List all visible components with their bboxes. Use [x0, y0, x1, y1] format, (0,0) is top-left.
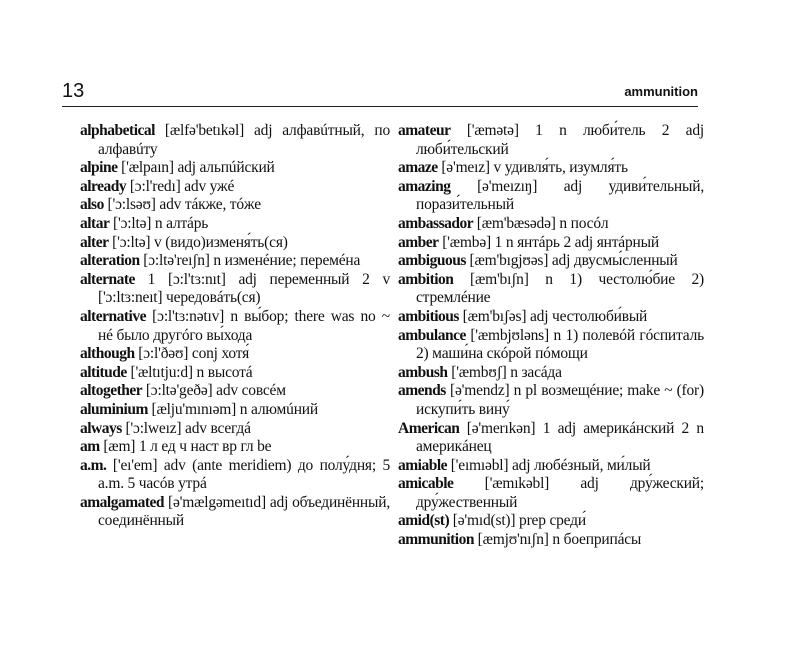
- left-column: [80, 122, 390, 531]
- page-number: 13: [62, 80, 85, 102]
- entry-definition: [ɔ:l'tɜ:nətıv] n вы́бор; there was no ~ нé было другóго вы́хода: [98, 307, 390, 344]
- entry-headword: amiable: [398, 456, 448, 474]
- entry-definition: [æm] 1 л ед ч наст вр гл be: [99, 438, 272, 456]
- entry-definition: [ɔ:ltə'reıʃn] n изменéние; перемéна: [139, 252, 361, 270]
- entry-headword: ambiguous: [398, 252, 466, 270]
- entry-definition: [ə'mıd(st)] prep среди́: [449, 512, 586, 530]
- entry-definition: ['æmbjʊləns] n 1) полевóй гóспиталь 2) маши́на скóрой пóмощи: [416, 326, 704, 363]
- entry-headword: ambulance: [398, 326, 466, 344]
- dictionary-entry: [80, 345, 390, 364]
- dictionary-entry: [398, 252, 704, 271]
- entry-definition: [ə'mælgəmeıtıd] adj объединённый, соединённый: [98, 493, 390, 530]
- dictionary-entry: [398, 364, 704, 383]
- dictionary-entry: [80, 420, 390, 439]
- dictionary-entry: [80, 382, 390, 401]
- entry-definition: [ə'mendz] n pl возмещéние; make ~ (for) искупи́ть вину́: [416, 382, 704, 418]
- dictionary-entry: [80, 234, 390, 253]
- entry-headword: amid(st): [398, 512, 450, 530]
- entry-definition: ['æmbə] 1 n янтáрь 2 adj янтáрный: [438, 233, 659, 251]
- dictionary-entry: [80, 122, 390, 159]
- entry-headword: ambassador: [398, 214, 474, 232]
- entry-headword: altogether: [80, 382, 143, 400]
- dictionary-entry: [80, 457, 390, 494]
- entry-headword: altar: [80, 214, 110, 232]
- dictionary-entry: [398, 382, 704, 419]
- entry-headword: amaze: [398, 159, 438, 177]
- entry-definition: [æm'bıgjʊəs] adj двусмы́сленный: [465, 252, 678, 270]
- running-head: ammunition: [624, 84, 698, 99]
- dictionary-entry: [80, 271, 390, 308]
- entry-headword: also: [80, 196, 104, 214]
- dictionary-entry: [398, 178, 704, 215]
- entry-definition: ['ɔ:lsəʊ] adv тáкже, тóже: [103, 196, 261, 214]
- entry-definition: [ælju'mınıəm] n алюмúний: [147, 400, 318, 418]
- entry-headword: ammunition: [398, 531, 474, 549]
- entry-definition: ['ɔ:ltə] n алтáрь: [109, 214, 209, 232]
- entry-definition: ['æmıkəbl] adj дру́жеский; дру́жественный: [416, 475, 704, 511]
- dictionary-entry: [398, 475, 704, 512]
- entry-headword: amazing: [398, 177, 451, 195]
- dictionary-entry: [80, 252, 390, 271]
- entry-definition: [ə'meız] v удивля́ть, изумля́ть: [437, 159, 628, 177]
- entry-definition: ['eımıəbl] adj любéзный, ми́лый: [447, 456, 651, 474]
- page-header: [62, 80, 698, 104]
- entry-definition: ['æmətə] 1 n люби́тель 2 adj люби́тельский: [416, 122, 704, 158]
- entry-headword: altitude: [80, 363, 127, 381]
- entry-headword: amicable: [398, 475, 454, 493]
- right-column: [398, 122, 704, 550]
- dictionary-entry: [398, 457, 704, 476]
- entry-headword: alter: [80, 233, 109, 251]
- dictionary-entry: [80, 196, 390, 215]
- dictionary-entry: [80, 494, 390, 531]
- entry-headword: alphabetical: [80, 122, 155, 139]
- dictionary-entry: [80, 215, 390, 234]
- entry-definition: [ɔ:l'ðəʊ] conj хотя́: [134, 345, 250, 363]
- header-rule: [62, 106, 698, 107]
- dictionary-entry: [398, 271, 704, 308]
- dictionary-entry: [80, 401, 390, 420]
- entry-headword: alternate: [80, 270, 135, 288]
- entry-definition: [ə'meızıŋ] adj удиви́тельный, порази́тельный: [416, 177, 704, 214]
- entry-headword: am: [80, 438, 100, 456]
- dictionary-entry: [398, 159, 704, 178]
- dictionary-entry: [398, 512, 704, 531]
- entry-headword: always: [80, 419, 122, 437]
- dictionary-entry: [398, 122, 704, 159]
- entry-definition: ['ɔ:lweız] adv всегдá: [121, 419, 251, 437]
- dictionary-entry: [398, 531, 704, 550]
- entry-definition: [æmjʊ'nıʃn] n боеприпáсы: [473, 531, 642, 549]
- entry-definition: ['ælpaın] adj альпúйский: [117, 159, 275, 177]
- entry-headword: amateur: [398, 122, 451, 139]
- entry-headword: already: [80, 177, 127, 195]
- entry-definition: [æm'bıʃəs] adj честолюби́вый: [458, 307, 648, 325]
- entry-headword: although: [80, 345, 135, 363]
- entry-definition: 1 [ɔ:l'tɜ:nıt] adj переменный 2 v ['ɔ:ltɜ:neıt] чередовáть(ся): [98, 270, 390, 307]
- dictionary-entry: [398, 327, 704, 364]
- dictionary-entry: [80, 159, 390, 178]
- entry-headword: amalgamated: [80, 493, 165, 511]
- entry-definition: [ɔ:l'redı] adv ужé: [126, 177, 235, 195]
- dictionary-entry: [398, 234, 704, 253]
- dictionary-entry: [80, 438, 390, 457]
- entry-definition: [æm'bæsədə] n посóл: [473, 214, 609, 232]
- dictionary-entry: [80, 308, 390, 345]
- entry-headword: amends: [398, 382, 446, 400]
- entry-headword: alternative: [80, 307, 146, 325]
- dictionary-entry: [80, 178, 390, 197]
- entry-definition: [ə'merıkən] 1 adj америкáнский 2 n америкáнец: [416, 419, 704, 456]
- entry-headword: aluminium: [80, 400, 148, 418]
- dictionary-entry: [398, 308, 704, 327]
- entry-headword: ambition: [398, 270, 454, 288]
- dictionary-entry: [398, 420, 704, 457]
- entry-definition: [æm'bıʃn] n 1) честолю́бие 2) стремлéние: [416, 270, 704, 307]
- entry-headword: American: [398, 419, 460, 437]
- entry-definition: [ɔ:ltə'geðə] adv совсéм: [142, 382, 286, 400]
- dictionary-entry: [80, 364, 390, 383]
- entry-headword: alpine: [80, 159, 118, 177]
- entry-definition: ['eı'em] adv (ante meridiem) до полу́дня; 5 a.m. 5 часóв утрá: [98, 456, 390, 493]
- entry-headword: ambitious: [398, 307, 459, 325]
- entry-definition: ['æmbʊʃ] n засáда: [447, 363, 562, 381]
- dictionary-entry: [398, 215, 704, 234]
- entry-headword: amber: [398, 233, 439, 251]
- entry-definition: ['ɔ:ltə] v (видо)изменя́ть(ся): [108, 233, 288, 251]
- entry-headword: ambush: [398, 363, 448, 381]
- entry-headword: a.m.: [80, 456, 107, 474]
- entry-definition: [ælfə'betıkəl] adj алфавúтный, по алфавúту: [98, 122, 390, 158]
- entry-headword: alteration: [80, 252, 140, 270]
- entry-definition: ['æltıtju:d] n высотá: [126, 363, 253, 381]
